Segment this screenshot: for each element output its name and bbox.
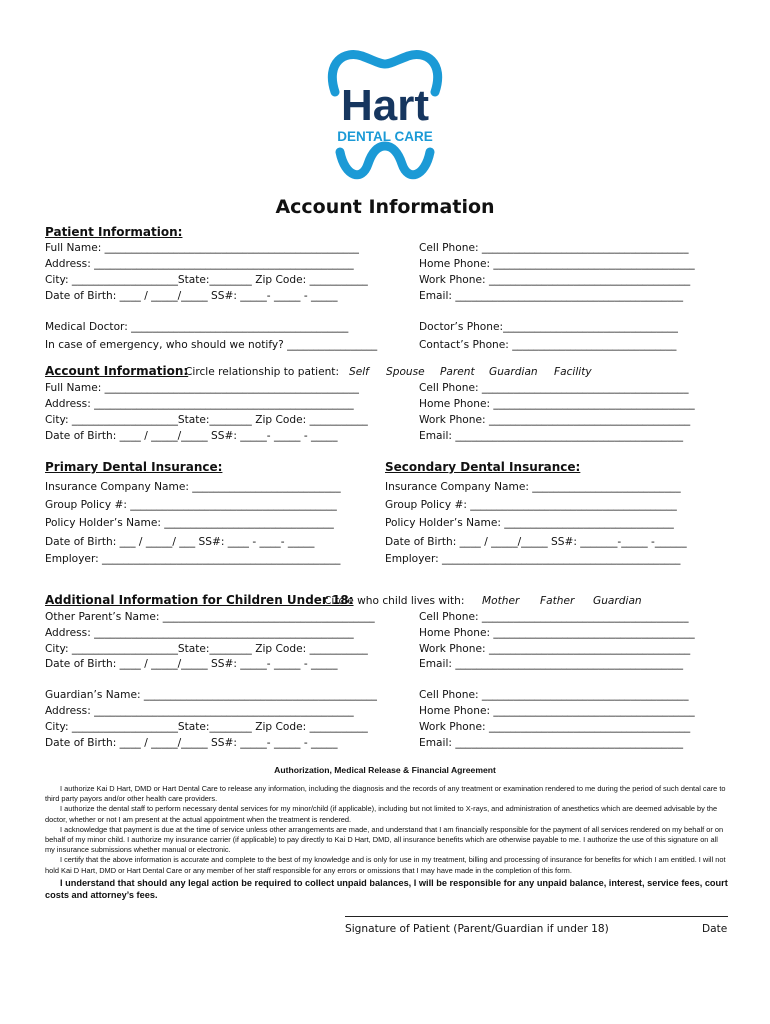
other-parent-home-phone-field[interactable]: Home Phone: ______________________________________ bbox=[419, 627, 695, 639]
other-parent-work-phone-field[interactable]: Work Phone: ______________________________________ bbox=[419, 643, 691, 655]
guardian-cell-phone-field[interactable]: Cell Phone: _______________________________________ bbox=[419, 689, 689, 701]
agreement-title: Authorization, Medical Release & Financial Agreement bbox=[274, 765, 496, 775]
lives-with-option-guardian[interactable]: Guardian bbox=[593, 595, 642, 607]
account-city-state-zip-field[interactable]: City: ____________________State:________ Zip Code: ___________ bbox=[45, 414, 368, 426]
signature-line[interactable] bbox=[345, 916, 728, 917]
guardian-city-state-zip-field[interactable]: City: ____________________State:________ Zip Code: ___________ bbox=[45, 721, 368, 733]
primary-dob-ss-field[interactable]: Date of Birth: ___ / _____/ ___ SS#: ____ - ____- _____ bbox=[45, 536, 315, 548]
secondary-dob-ss-field[interactable]: Date of Birth: ____ / _____/_____ SS#: _______-_____ -______ bbox=[385, 536, 687, 548]
patient-address-field[interactable]: Address: _________________________________________________ bbox=[45, 258, 354, 270]
guardian-email-field[interactable]: Email: ___________________________________________ bbox=[419, 737, 684, 749]
guardian-dob-ss-field[interactable]: Date of Birth: ____ / _____/_____ SS#: _____- _____ - _____ bbox=[45, 737, 338, 749]
agreement-paragraph-certify: I certify that the above information is accurate and complete to the best of my knowledge and is only for use in my treatment, billing and processing of insurance for benefits for which I am entitled. I will not hold Kai D Hart, DMD or Hart Dental Care or any member of her staff responsible for any errors or omissions that I may have made in the completion of this form. bbox=[45, 855, 726, 875]
other-parent-name-field[interactable]: Other Parent’s Name: ________________________________________ bbox=[45, 611, 375, 623]
page-title: Account Information bbox=[275, 196, 495, 218]
agreement-body bbox=[45, 784, 728, 901]
primary-group-policy-field[interactable]: Group Policy #: _______________________________________ bbox=[45, 499, 337, 511]
relationship-option-spouse[interactable]: Spouse bbox=[386, 366, 425, 378]
relationship-option-self[interactable]: Self bbox=[349, 366, 369, 378]
hart-dental-care-logo bbox=[300, 42, 470, 192]
other-parent-city-state-zip-field[interactable]: City: ____________________State:________ Zip Code: ___________ bbox=[45, 643, 368, 655]
patient-work-phone-field[interactable]: Work Phone: ______________________________________ bbox=[419, 274, 691, 286]
primary-company-field[interactable]: Insurance Company Name: ____________________________ bbox=[45, 481, 341, 493]
date-label: Date bbox=[702, 923, 728, 935]
secondary-group-policy-field[interactable]: Group Policy #: _______________________________________ bbox=[385, 499, 677, 511]
patient-email-field[interactable]: Email: ___________________________________________ bbox=[419, 290, 684, 302]
signature-label: Signature of Patient (Parent/Guardian if under 18) bbox=[345, 923, 609, 935]
secondary-policy-holder-field[interactable]: Policy Holder’s Name: ________________________________ bbox=[385, 517, 674, 529]
patient-home-phone-field[interactable]: Home Phone: ______________________________________ bbox=[419, 258, 695, 270]
secondary-company-field[interactable]: Insurance Company Name: ____________________________ bbox=[385, 481, 681, 493]
logo-name: Hart bbox=[340, 81, 430, 130]
other-parent-email-field[interactable]: Email: ___________________________________________ bbox=[419, 658, 684, 670]
account-dob-ss-field[interactable]: Date of Birth: ____ / _____/_____ SS#: _____- _____ - _____ bbox=[45, 430, 338, 442]
agreement-paragraph-payment: I acknowledge that payment is due at the time of service unless other arrangements are made, and understand that I am financially responsible for the payment of all services rendered on my behalf or on behalf of my minor child. I authorize my insurance carrier (if applicable) to pay directly to Kai D Hart, DMD, all insurance benefits which are otherwise payable to me. I authorize the use of this signature on all my insurance submissions whether manual or electronic. bbox=[45, 824, 724, 855]
relationship-option-parent[interactable]: Parent bbox=[440, 366, 475, 378]
patient-dob-ss-field[interactable]: Date of Birth: ____ / _____/_____ SS#: _____- _____ - _____ bbox=[45, 290, 338, 302]
contact-phone-field[interactable]: Contact’s Phone: _______________________________ bbox=[419, 339, 677, 351]
lives-with-option-father[interactable]: Father bbox=[540, 595, 575, 607]
account-work-phone-field[interactable]: Work Phone: ______________________________________ bbox=[419, 414, 691, 426]
primary-employer-field[interactable]: Employer: _____________________________________________ bbox=[45, 553, 341, 565]
emergency-contact-field[interactable]: In case of emergency, who should we notify? _________________ bbox=[45, 339, 378, 351]
account-info-heading: Account Information: bbox=[45, 364, 189, 378]
secondary-employer-field[interactable]: Employer: _____________________________________________ bbox=[385, 553, 681, 565]
lives-with-option-mother[interactable]: Mother bbox=[482, 595, 520, 607]
secondary-insurance-heading: Secondary Dental Insurance: bbox=[385, 460, 581, 474]
primary-insurance-heading: Primary Dental Insurance: bbox=[45, 460, 223, 474]
agreement-paragraph-treatment: I authorize the dental staff to perform necessary dental services for my minor/child (if applicable), including but not limited to X-rays, and administration of anesthetics which are deemed advisable by the doctor, whether or not I am present at the actual appointment when the treatment is rendered. bbox=[45, 804, 718, 824]
patient-city-state-zip-field[interactable]: City: ____________________State:________ Zip Code: ___________ bbox=[45, 274, 368, 286]
account-cell-phone-field[interactable]: Cell Phone: _______________________________________ bbox=[419, 382, 689, 394]
logo-subtitle: DENTAL CARE bbox=[337, 129, 433, 144]
relationship-option-facility[interactable]: Facility bbox=[554, 366, 592, 378]
children-info-heading: Additional Information for Children Under 18: bbox=[45, 593, 354, 607]
guardian-name-field[interactable]: Guardian’s Name: ____________________________________________ bbox=[45, 689, 377, 701]
account-address-field[interactable]: Address: _________________________________________________ bbox=[45, 398, 354, 410]
other-parent-dob-ss-field[interactable]: Date of Birth: ____ / _____/_____ SS#: _____- _____ - _____ bbox=[45, 658, 338, 670]
other-parent-cell-phone-field[interactable]: Cell Phone: _______________________________________ bbox=[419, 611, 689, 623]
guardian-home-phone-field[interactable]: Home Phone: ______________________________________ bbox=[419, 705, 695, 717]
account-home-phone-field[interactable]: Home Phone: ______________________________________ bbox=[419, 398, 695, 410]
medical-doctor-field[interactable]: Medical Doctor: _________________________________________ bbox=[45, 321, 349, 333]
account-email-field[interactable]: Email: ___________________________________________ bbox=[419, 430, 684, 442]
guardian-work-phone-field[interactable]: Work Phone: ______________________________________ bbox=[419, 721, 691, 733]
patient-full-name-field[interactable]: Full Name: ________________________________________________ bbox=[45, 242, 359, 254]
doctor-phone-field[interactable]: Doctor’s Phone:_________________________________ bbox=[419, 321, 678, 333]
patient-info-heading: Patient Information: bbox=[45, 225, 183, 239]
agreement-paragraph-legal: I understand that should any legal action be required to collect unpaid balances, I will be responsible for any unpaid balance, interest, service fees, court costs and attorney’s fees. bbox=[45, 877, 728, 900]
account-full-name-field[interactable]: Full Name: ________________________________________________ bbox=[45, 382, 359, 394]
primary-policy-holder-field[interactable]: Policy Holder’s Name: ________________________________ bbox=[45, 517, 334, 529]
guardian-address-field[interactable]: Address: _________________________________________________ bbox=[45, 705, 354, 717]
agreement-paragraph-release: I authorize Kai D Hart, DMD or Hart Dental Care to release any information, including the diagnosis and the records of any treatment or examination rendered to me during the period of such dental care to third party payors and/or other health care providers. bbox=[45, 784, 726, 804]
relationship-option-guardian[interactable]: Guardian bbox=[489, 366, 538, 378]
patient-cell-phone-field[interactable]: Cell Phone: _______________________________________ bbox=[419, 242, 689, 254]
relationship-circle-label: Circle relationship to patient: bbox=[185, 366, 340, 378]
other-parent-address-field[interactable]: Address: _________________________________________________ bbox=[45, 627, 354, 639]
child-lives-with-label: Circle who child lives with: bbox=[324, 595, 465, 607]
